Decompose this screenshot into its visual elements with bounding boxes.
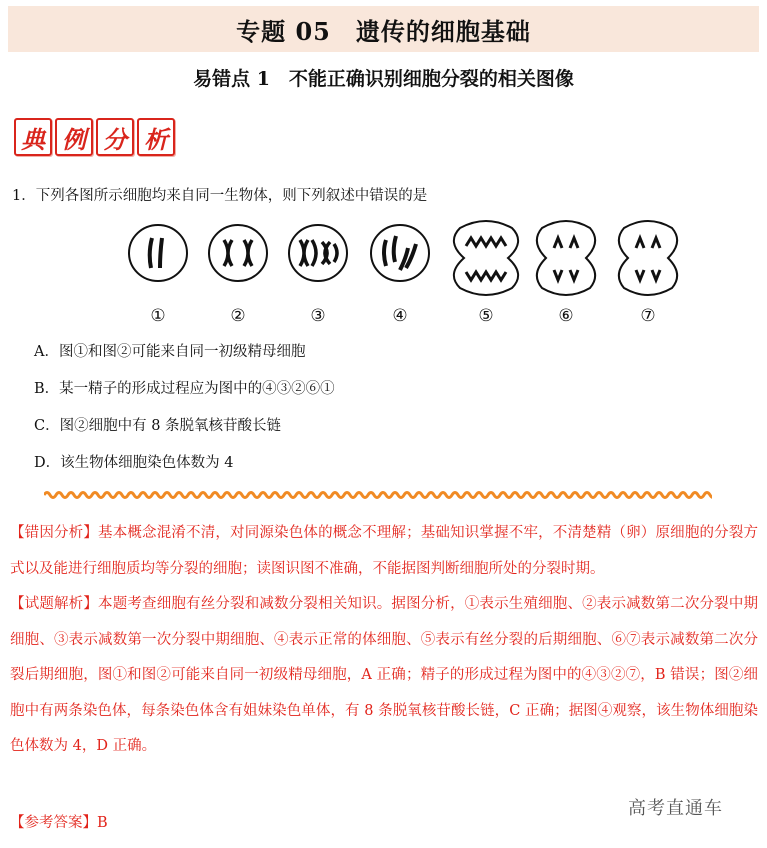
explanation-paragraph: 【试题解析】本题考查细胞有丝分裂和减数分裂相关知识。据图分析，①表示生殖细胞、②表示减数第二次分裂中期细胞、③表示减数第一次分裂中期细胞、④表示正常的体细胞、⑤表示有丝分裂的后期细胞、⑥⑦表示减数第二次分裂后期细胞，图①和图②可能来自同一初级精母细胞，A 正确；精子的形成过程为图中的④③②⑦，B 错误；图②细胞中有两条染色体，每条染色体含有姐妹染色单体，有 8 条脱氧核苷酸长链，C 正确；据图④观察，该生物体细胞染色体数为 4，D 正确。 — [10, 596, 758, 754]
cell-6-diagram — [537, 221, 595, 295]
stamp-char: 典 — [14, 118, 52, 156]
cell-7-diagram — [619, 221, 677, 295]
cell-label: ② — [230, 306, 246, 326]
reference-answer: 【参考答案】B — [10, 815, 108, 831]
page-title: 专题 05 遗传的细胞基础 — [8, 6, 759, 52]
option-c: C．图②细胞中有 8 条脱氧核苷酸长链 — [34, 418, 282, 434]
cell-label: ③ — [310, 306, 326, 326]
cell-5-diagram — [454, 221, 518, 295]
watermark: 高考直通车 — [628, 798, 723, 819]
error-cause-paragraph: 【错因分析】基本概念混淆不清，对同源染色体的概念不理解；基础知识掌握不牢，不清楚精（卵）原细胞的分裂方式以及能进行细胞质均等分裂的细胞；读图识图不准确，不能据图判断细胞所处的分裂时期。 — [10, 525, 758, 577]
option-d: D．该生物体细胞染色体数为 4 — [34, 455, 234, 471]
cell-label: ④ — [392, 306, 408, 326]
decorative-wave-divider — [44, 488, 712, 502]
option-b: B．某一精子的形成过程应为图中的④③②⑥① — [34, 381, 335, 397]
question-stem: 1．下列各图所示细胞均来自同一生物体，则下列叙述中错误的是 — [12, 188, 428, 204]
cell-label: ⑦ — [640, 306, 656, 326]
cell-division-figure — [120, 218, 680, 330]
cell-1-diagram — [129, 225, 187, 281]
stamp-char: 分 — [96, 118, 134, 156]
cell-label: ⑥ — [558, 306, 574, 326]
section-subtitle: 易错点 1 不能正确识别细胞分裂的相关图像 — [193, 68, 574, 90]
option-a: A．图①和图②可能来自同一初级精母细胞 — [34, 344, 306, 360]
cell-3-diagram — [289, 225, 347, 281]
cell-label: ⑤ — [478, 306, 494, 326]
stamp-char: 例 — [55, 118, 93, 156]
stamp-char: 析 — [137, 118, 175, 156]
example-analysis-stamp — [14, 118, 175, 156]
cell-4-diagram — [371, 225, 429, 281]
answer-options — [34, 340, 335, 488]
analysis-block — [10, 516, 758, 765]
cell-2-diagram — [209, 225, 267, 281]
cell-label: ① — [150, 306, 166, 326]
